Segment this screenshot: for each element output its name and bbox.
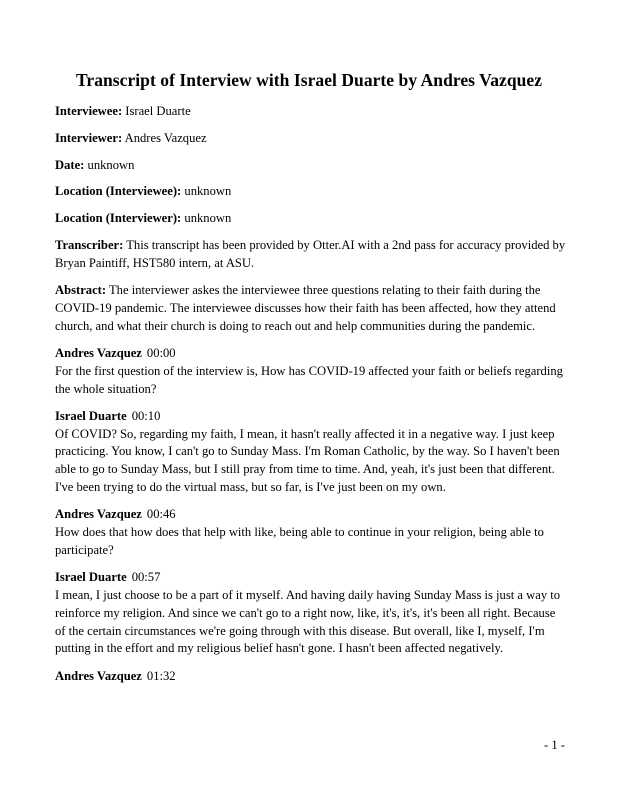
- speech-text: I mean, I just choose to be a part of it myself. And having daily having Sunday Mass is just a way to reinforce my religion. And since we can't go to a right now, like, it's, it's, it's been all right. Because of the certain circumstances we're going through with this disease. But overall, like I, myself, I'm putting in the effort and my religious belief hasn't gone. I hasn't been affected negatively.: [55, 588, 561, 656]
- abstract-label: Abstract:: [55, 283, 107, 298]
- document-body: [55, 103, 567, 686]
- speech-text: For the first question of the interview is, How has COVID-19 affected your faith or beliefs regarding the whole situation?: [55, 363, 563, 396]
- meta-label: Location (Interviewer):: [55, 211, 182, 226]
- transcript-turn: [55, 668, 567, 686]
- timestamp: 00:46: [146, 507, 176, 522]
- timestamp: 00:57: [131, 570, 161, 585]
- meta-date: [55, 157, 567, 175]
- meta-value: unknown: [184, 211, 232, 226]
- meta-interviewee: [55, 103, 567, 121]
- transcript-turn: [55, 506, 567, 559]
- abstract-text: The interviewer askes the interviewee three questions relating to their faith during the COVID-19 pandemic. The interviewee discusses how their faith has been affected, how they attend church, and what their church is doing to reach out and help communities during the pandemic.: [55, 283, 556, 333]
- meta-location-interviewer: [55, 210, 567, 228]
- meta-interviewer: [55, 130, 567, 148]
- speaker-line: [55, 506, 567, 524]
- speaker-line: [55, 345, 567, 363]
- speaker-name: Andres Vazquez: [55, 345, 142, 360]
- meta-label: Location (Interviewee):: [55, 184, 182, 199]
- transcriber-paragraph: [55, 237, 567, 273]
- document-title: Transcript of Interview with Israel Duarte by Andres Vazquez: [75, 70, 543, 90]
- meta-location-interviewee: [55, 183, 567, 201]
- speaker-name: Andres Vazquez: [55, 507, 142, 522]
- meta-label: Interviewer:: [55, 130, 123, 145]
- speaker-line: [55, 569, 567, 587]
- speech-text: Of COVID? So, regarding my faith, I mean, it hasn't really affected it in a negative way. I just keep practicing. You know, I can't go to Sunday Mass. I'm Roman Catholic, by the way. So I haven't been able to go to Sunday Mass, but I still pray from time to time. And, yeah, it's just been that different. I've been trying to do the virtual mass, but so far, is I've just been on my own.: [55, 426, 560, 495]
- transcriber-label: Transcriber:: [55, 237, 124, 252]
- speech-text: How does that how does that help with like, being able to continue in your religion, being able to participate?: [55, 525, 544, 557]
- meta-label: Interviewee:: [55, 104, 123, 118]
- transcript-turn: [55, 408, 567, 497]
- meta-value: unknown: [87, 157, 135, 172]
- meta-label: Date:: [55, 157, 85, 172]
- transcript-turn: [55, 569, 567, 658]
- meta-value: Israel Duarte: [125, 104, 191, 118]
- transcript-turn: [55, 345, 567, 398]
- meta-value: Andres Vazquez: [124, 130, 207, 145]
- timestamp: 00:00: [146, 345, 176, 360]
- speaker-name: Israel Duarte: [55, 570, 127, 585]
- meta-value: unknown: [184, 184, 232, 199]
- transcriber-text: This transcript has been provided by Otter.AI with a 2nd pass for accuracy provided by Bryan Paintiff, HST580 intern, at ASU.: [55, 237, 566, 270]
- page-number: - 1 -: [544, 738, 565, 752]
- speaker-name: Israel Duarte: [55, 408, 127, 423]
- speaker-name: Andres Vazquez: [55, 668, 142, 683]
- abstract-paragraph: [55, 282, 567, 335]
- speaker-line: [55, 408, 567, 426]
- speaker-line: [55, 668, 567, 686]
- timestamp: 00:10: [131, 408, 161, 423]
- timestamp: 01:32: [146, 668, 176, 683]
